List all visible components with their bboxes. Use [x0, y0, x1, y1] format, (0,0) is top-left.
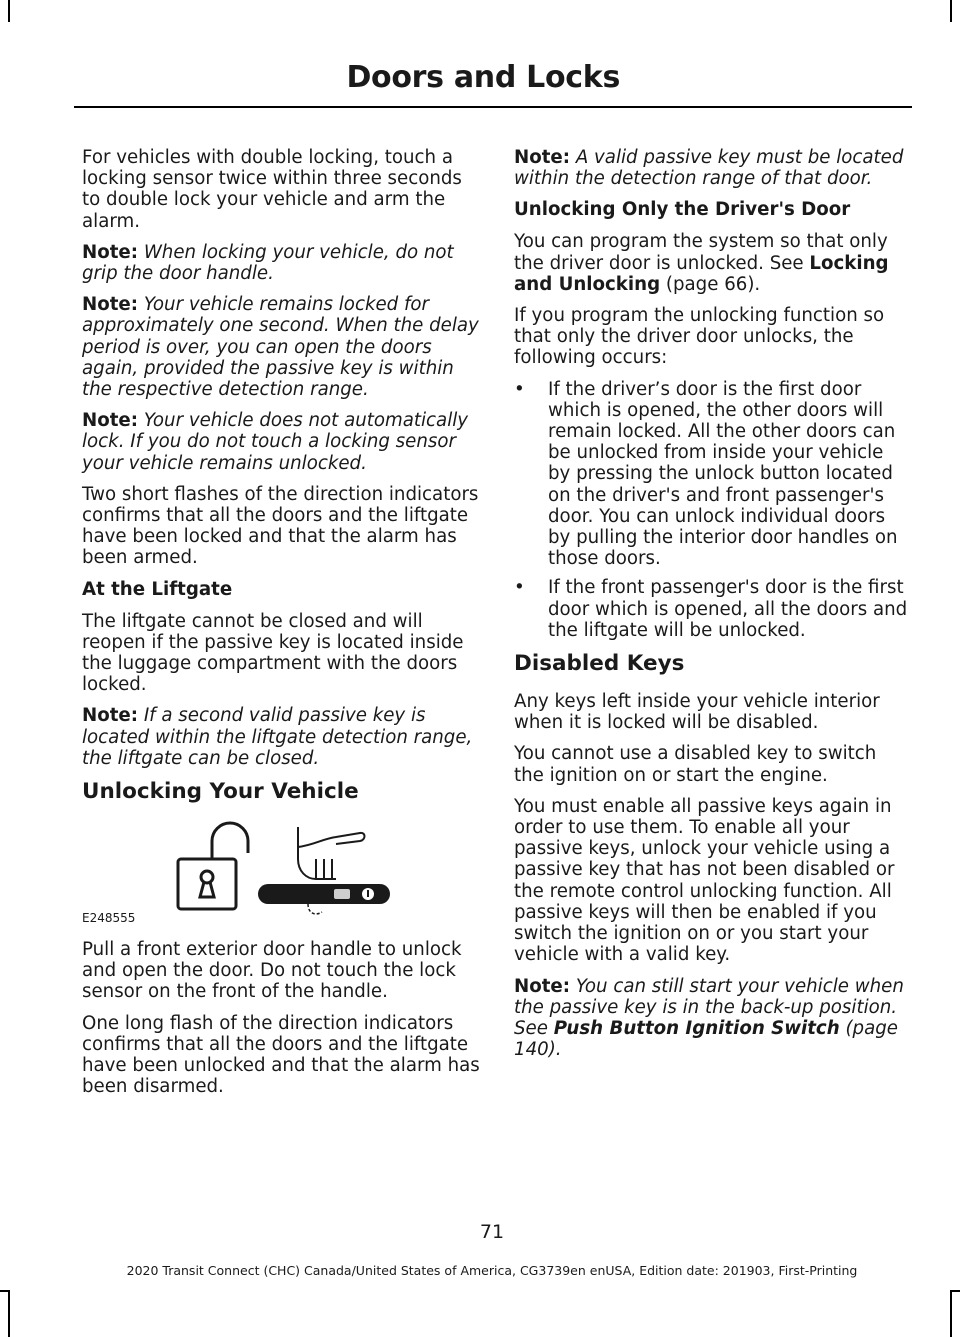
figure-id: E248555: [82, 910, 136, 925]
note-label: Note:: [82, 410, 139, 432]
paragraph-cannot-use-disabled: You cannot use a disabled key to switch the ignition on or start the engine.: [514, 743, 877, 786]
figure-unlock-handle: [82, 819, 482, 927]
bullet-list: [514, 379, 910, 641]
paragraph-enable-keys: You must enable all passive keys again in order to use them. To enable all your passive keys, unlock your vehicle using a passive key that has not been disabled or the remote control unlocking function. All passive keys will then be enabled if you switch the ignition on or you start your vehicle with a valid key.: [514, 795, 895, 966]
heading-disabled-keys: Disabled Keys: [514, 651, 685, 677]
text: (page 66).: [660, 273, 761, 295]
door-handle-icon: [258, 884, 390, 914]
note-label: Note:: [82, 241, 139, 263]
paragraph-program-system: [514, 231, 910, 295]
note-no-auto-lock: [82, 410, 482, 474]
paragraph-keys-left-inside: Any keys left inside your vehicle interior when it is locked will be disabled.: [514, 691, 880, 734]
note-backup-position: [514, 976, 910, 1061]
crop-mark-bottom-right-h: [950, 1290, 960, 1292]
unlocked-padlock-icon: [178, 823, 248, 909]
paragraph-double-locking: For vehicles with double locking, touch a locking sensor twice within three seconds to double lock your vehicle and arm the alarm.: [82, 147, 462, 232]
text: You can program the system so that only the driver door is unlocked. See: [514, 231, 888, 274]
paragraph-flash-unlocked: One long flash of the direction indicators confirms that all the doors and the liftgate have been unlocked and that the alarm has been disarmed.: [82, 1012, 480, 1098]
paragraph-flashes-locked: Two short flashes of the direction indicators confirms that all the doors and the liftgate have been locked and that the alarm has been armed.: [82, 483, 479, 569]
crop-mark-bottom-right: [950, 1290, 952, 1337]
note-text: Your vehicle does not automatically lock. If you do not touch a locking sensor your vehicle remains unlocked.: [82, 410, 469, 474]
list-item: [514, 577, 910, 641]
crop-mark-top-right: [950, 0, 952, 22]
heading-at-the-liftgate: At the Liftgate: [82, 578, 233, 600]
heading-unlocking-your-vehicle: Unlocking Your Vehicle: [82, 779, 359, 805]
note-text: When locking your vehicle, do not grip the door handle.: [82, 241, 454, 285]
note-second-key: [82, 705, 482, 769]
paragraph-pull-handle: Pull a front exterior door handle to unlock and open the door. Do not touch the lock sensor on the front of the handle.: [82, 939, 462, 1003]
left-column: [82, 147, 482, 1108]
cross-reference-link[interactable]: Locking and Unlocking: [514, 252, 889, 295]
note-text: Your vehicle remains locked for approximately one second. When the delay period is over, you can open the doors again, provided the passive key is within the respective detection range.: [82, 294, 479, 401]
list-item-text: If the driver’s door is the first door which is opened, the other doors will remain locked. All the other doors can be unlocked from inside your vehicle by pressing the unlock button located on the driver's and front passenger's door. You can unlock individual doors by pulling the interior door handles on those doors.: [548, 378, 898, 570]
right-column: [514, 147, 910, 1070]
crop-mark-bottom-left-h: [0, 1290, 10, 1292]
crop-mark-top-left: [8, 0, 10, 22]
list-item-text: If the front passenger's door is the first door which is opened, all the doors and the liftgate will be unlocked.: [548, 577, 908, 641]
note-label: Note:: [82, 294, 139, 316]
note-label: Note:: [514, 975, 571, 997]
note-text: (page 140).: [514, 1017, 898, 1061]
note-label: Note:: [82, 705, 139, 727]
note-text: If a second valid passive key is located within the liftgate detection range, the liftgate can be closed.: [82, 705, 473, 769]
footer-edition-info: 2020 Transit Connect (CHC) Canada/United States of America, CG3739en enUSA, Edition date: 201903, First-Printing: [126, 1263, 858, 1278]
bullet-glyph: •: [514, 577, 525, 599]
page-number: 71: [479, 1221, 505, 1243]
note-text: A valid passive key must be located within the detection range of that door.: [514, 147, 904, 190]
note-label: Note:: [514, 147, 571, 168]
crop-mark-bottom-left: [8, 1290, 10, 1337]
note-valid-key: [514, 147, 910, 189]
paragraph-liftgate: The liftgate cannot be closed and will reopen if the passive key is located inside the luggage compartment with the doors locked.: [82, 610, 464, 696]
heading-unlocking-drivers-door: Unlocking Only the Driver's Door: [514, 199, 851, 221]
note-grip-handle: [82, 242, 482, 284]
page-title: Doors and Locks: [346, 60, 620, 95]
header-divider: [74, 106, 912, 108]
unlock-handle-illustration: [166, 819, 466, 923]
cross-reference-link[interactable]: Push Button Ignition Switch: [553, 1017, 840, 1039]
note-text: You can still start your vehicle when the passive key is in the back-up position. See: [514, 975, 904, 1039]
bullet-glyph: •: [514, 378, 525, 400]
paragraph-program-unlocking: If you program the unlocking function so that only the driver door unlocks, the following occurs:: [514, 305, 885, 369]
note-locked-delay: [82, 294, 482, 400]
list-item: [514, 379, 910, 570]
hand-icon: [298, 827, 365, 879]
